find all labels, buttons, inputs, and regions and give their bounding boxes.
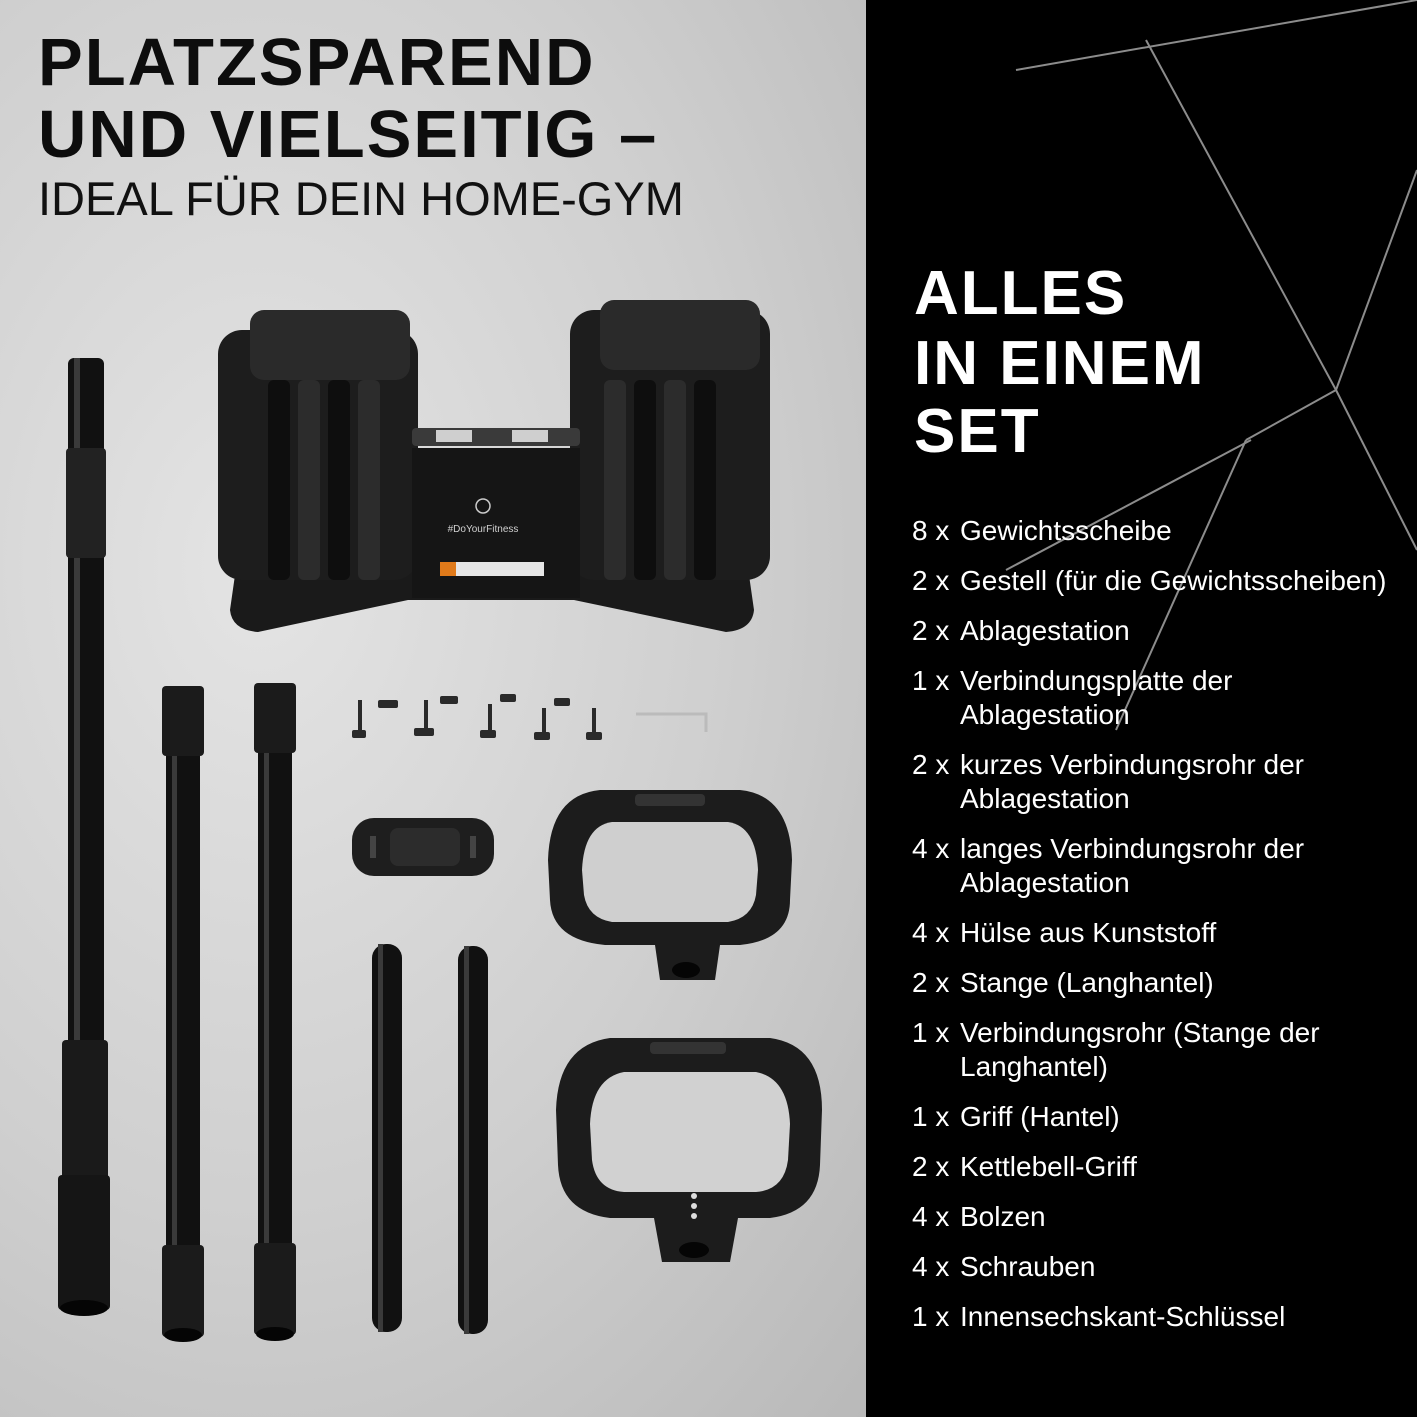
list-item xyxy=(912,664,1407,732)
item-name: Griff (Hantel) xyxy=(960,1101,1120,1132)
kettlebell-grip-2 xyxy=(556,1038,822,1262)
item-name: langes Verbindungsrohr der Ablagestation xyxy=(960,833,1305,898)
set-title-line-3: SET xyxy=(914,397,1041,466)
set-title-line-1: ALLES xyxy=(914,259,1128,328)
headline-line-1: PLATZSPAREND xyxy=(38,25,596,100)
short-tube-2 xyxy=(458,946,488,1334)
item-quantity: 1 x xyxy=(912,1101,950,1132)
list-item xyxy=(912,966,1407,1000)
list-item xyxy=(912,1016,1407,1084)
item-name: Kettlebell-Griff xyxy=(960,1151,1137,1182)
item-name: Innensechskant-Schlüssel xyxy=(960,1301,1286,1332)
item-name: Verbindungsrohr (Stange der Langhantel) xyxy=(960,1017,1320,1082)
item-name: kurzes Verbindungsrohr der Ablagestation xyxy=(960,749,1304,814)
item-name: Hülse aus Kunststoff xyxy=(960,917,1217,948)
contents-panel xyxy=(866,0,1417,1417)
list-item xyxy=(912,614,1407,648)
short-tube-1 xyxy=(372,944,402,1332)
list-item xyxy=(912,832,1407,900)
item-quantity: 2 x xyxy=(912,565,950,596)
item-quantity: 1 x xyxy=(912,1017,950,1048)
item-name: Verbindungsplatte der Ablagestation xyxy=(960,665,1233,730)
item-name: Gestell (für die Gewichtsscheiben) xyxy=(960,565,1387,596)
item-name: Schrauben xyxy=(960,1251,1096,1282)
headline-line-2: UND VIELSEITIG – xyxy=(38,97,659,172)
list-item xyxy=(912,1100,1407,1134)
item-quantity: 4 x xyxy=(912,917,950,948)
item-quantity: 4 x xyxy=(912,833,950,864)
item-quantity: 2 x xyxy=(912,967,950,998)
list-item xyxy=(912,514,1407,548)
contents-list xyxy=(912,514,1407,1350)
product-photo xyxy=(0,280,866,1417)
item-quantity: 8 x xyxy=(912,515,950,546)
item-quantity: 2 x xyxy=(912,749,950,780)
bolts-and-screws xyxy=(352,694,706,740)
item-name: Ablagestation xyxy=(960,615,1130,646)
product-marking: #DoYourFitness xyxy=(447,524,519,535)
list-item xyxy=(912,564,1407,598)
long-tube-1 xyxy=(162,686,204,1342)
item-quantity: 1 x xyxy=(912,1301,950,1332)
list-item xyxy=(912,748,1407,816)
kettlebell-grip-1 xyxy=(548,790,792,980)
handle-grip xyxy=(352,818,494,876)
adjustable-dumbbell xyxy=(218,300,770,632)
barbell-bar xyxy=(58,358,110,1316)
item-quantity: 2 x xyxy=(912,615,950,646)
item-name: Gewichtsscheibe xyxy=(960,515,1172,546)
item-quantity: 4 x xyxy=(912,1201,950,1232)
item-name: Stange (Langhantel) xyxy=(960,967,1214,998)
set-title-line-2: IN EINEM xyxy=(914,329,1206,398)
item-quantity: 1 x xyxy=(912,665,950,696)
item-quantity: 2 x xyxy=(912,1151,950,1182)
subheadline: IDEAL FÜR DEIN HOME-GYM xyxy=(38,172,684,225)
list-item xyxy=(912,1200,1407,1234)
long-tube-2 xyxy=(254,683,296,1341)
list-item xyxy=(912,916,1407,950)
list-item xyxy=(912,1150,1407,1184)
item-quantity: 4 x xyxy=(912,1251,950,1282)
item-name: Bolzen xyxy=(960,1201,1046,1232)
list-item xyxy=(912,1300,1407,1334)
list-item xyxy=(912,1250,1407,1284)
